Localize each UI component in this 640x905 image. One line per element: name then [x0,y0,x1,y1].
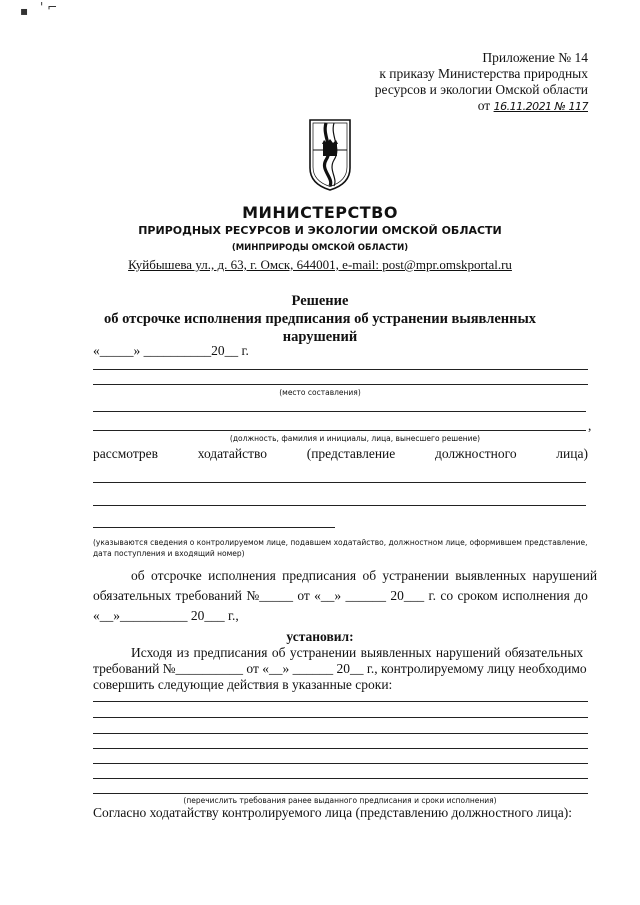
official-comma: , [588,418,592,433]
caption-info [93,537,593,559]
appendix-line-4 [375,98,588,115]
paragraph-line-1: Исходя из предписания об устранении выявленных нарушений обязательных [131,645,584,660]
caption-info-line-1: (указываются сведения о контролируемом лице, подавшем ходатайство, должностном лице, оформившем представление, [93,538,588,547]
official-line-1 [93,411,586,412]
official-line-2 [93,430,586,431]
requirements-line-3 [93,733,588,734]
considered-word-4: должностного [434,446,517,461]
decision-subtitle-line-1: об отсрочке исполнения предписания об устранении выявленных [103,311,537,327]
paragraph-line-3: совершить следующие действия в указанные сроки: [93,677,393,692]
appendix-line-2: к приказу Министерства природных [379,66,588,81]
deferral-line-1: об отсрочке исполнения предписания об устранении выявленных нарушений [131,568,598,583]
deferral-line-2: обязательных требований №_____ от «__» ______ 20___ г. со сроком исполнения до [93,588,588,603]
caption-place: (место составления) [279,388,361,397]
caption-requirements: (перечислить требования ранее выданного предписания и сроки исполнения) [183,796,497,805]
requirements-line-4 [93,748,588,749]
requirements-line-1 [93,701,588,702]
considered-word-2: ходатайство [197,446,268,461]
paragraph-line-2: требований №__________ от «__» ______ 20__ г., контролируемому лицу необходимо [93,661,587,676]
considered-word-1: рассмотрев [93,446,159,461]
established-heading: установил: [286,629,354,644]
considered-line [93,446,588,462]
according-line: Согласно ходатайству контролируемого лица (представлению должностного лица): [93,805,572,820]
decision-subtitle-line-2: нарушений [282,329,358,345]
requirements-line-2 [93,717,588,718]
date-line: «_____» __________20__ г. [93,343,249,358]
ministry-short-name: (МИНПРИРОДЫ ОМСКОЙ ОБЛАСТИ) [231,243,409,253]
requirements-line-7 [93,793,588,794]
info-line-1 [93,482,586,483]
appendix-date-prefix: от [477,98,491,113]
corner-mark-left: ▪ [20,4,29,18]
corner-mark-right: ' ⌐ [40,0,58,14]
considered-word-5: лица) [556,446,588,461]
place-line-2 [93,384,588,385]
appendix-line-3: ресурсов и экологии Омской области [374,82,588,97]
decision-title: Решение [291,293,349,309]
deferral-line-3: «__»__________ 20___ г., [93,608,239,623]
caption-info-line-2: дата поступления и входящий номер) [93,549,245,558]
info-line-3 [93,527,335,528]
coat-of-arms-icon [308,118,352,192]
ministry-address: Куйбышева ул., д. 63, г. Омск, 644001, e-mail: post@mpr.omskportal.ru [128,257,512,272]
requirements-line-5 [93,763,588,764]
info-line-2 [93,505,586,506]
ministry-full-name: ПРИРОДНЫХ РЕСУРСОВ И ЭКОЛОГИИ ОМСКОЙ ОБЛАСТИ [138,224,502,237]
requirements-line-6 [93,778,588,779]
caption-official: (должность, фамилия и инициалы, лица, вынесшего решение) [229,434,481,443]
appendix-block [375,50,588,115]
ministry-title: МИНИСТЕРСТВО [242,203,398,222]
considered-word-3: (представление [306,446,396,461]
place-line-1 [93,369,588,370]
handwritten-date-number: 16.11.2021 № 117 [493,100,588,113]
appendix-line-1: Приложение № 14 [482,50,588,65]
